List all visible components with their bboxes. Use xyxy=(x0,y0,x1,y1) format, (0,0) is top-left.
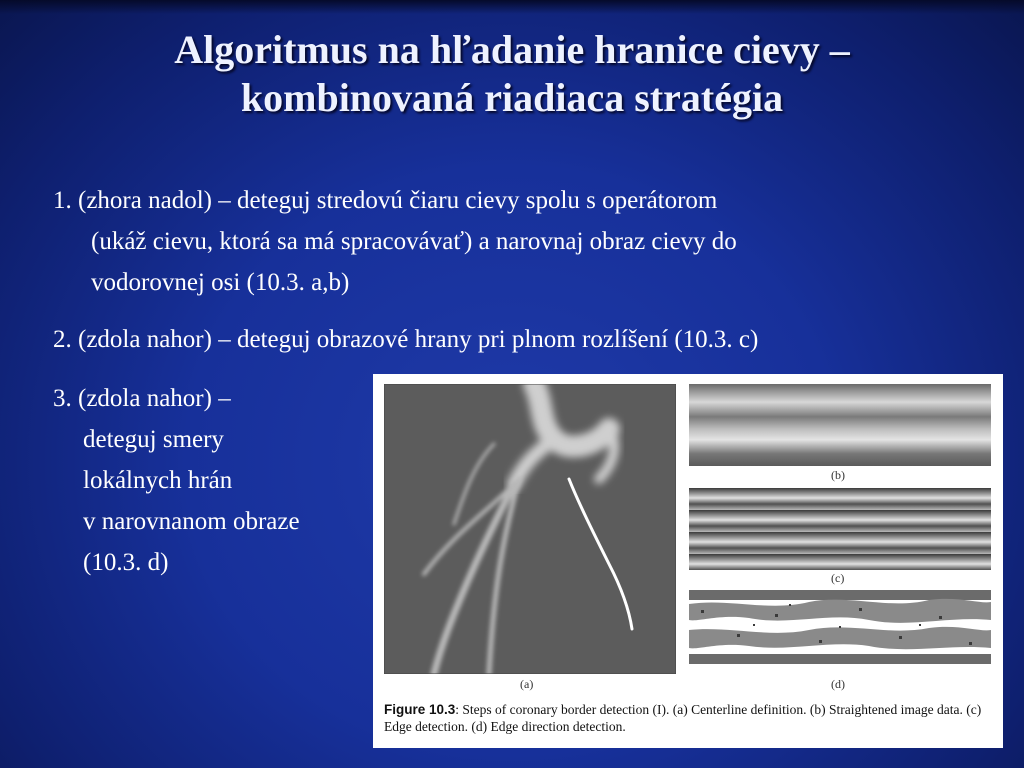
straightened-image xyxy=(689,384,991,466)
list-item-3-line-5: (10.3. d) xyxy=(83,549,169,576)
slide-title xyxy=(40,26,984,122)
list-item-1 xyxy=(53,180,737,303)
list-item-1-line-3: vodorovnej osi (10.3. a,b) xyxy=(91,269,350,296)
list-item-2-line-1: 2. (zdola nahor) – deteguj obrazové hrany pri plnom rozlíšení (10.3. c) xyxy=(53,326,759,353)
label-b: (b) xyxy=(831,468,845,482)
list-item-3-line-4: v narovnanom obraze xyxy=(83,508,300,535)
list-item-2 xyxy=(53,319,758,360)
label-d: (d) xyxy=(831,677,845,691)
top-shadow-bar xyxy=(0,0,1024,14)
title-line-1: Algoritmus na hľadanie hranice cievy – xyxy=(174,27,850,72)
list-item-1-line-1: 1. (zhora nadol) – deteguj stredovú čiaru cievy spolu s operátorom xyxy=(53,187,718,214)
list-item-3-line-1: 3. (zdola nahor) – xyxy=(53,385,231,412)
figure-caption xyxy=(384,701,996,735)
edge-direction-image xyxy=(689,590,991,664)
caption-text: : Steps of coronary border detection (I). (a) Centerline definition. (b) Straightened image data. (c) Edge detection. (d) Edge direction detection. xyxy=(384,702,982,734)
edge-detection-image xyxy=(689,488,991,570)
caption-label: Figure 10.3 xyxy=(384,702,456,717)
label-c: (c) xyxy=(831,571,845,585)
title-line-2: kombinovaná riadiaca stratégia xyxy=(240,75,784,120)
label-a: (a) xyxy=(520,677,534,691)
list-item-3-line-2: deteguj smery xyxy=(83,426,224,453)
list-item-3-line-3: lokálnych hrán xyxy=(83,467,233,494)
angiogram-image xyxy=(384,384,676,674)
list-item-3 xyxy=(53,378,300,583)
list-item-1-line-2: (ukáž cievu, ktorá sa má spracovávať) a narovnaj obraz cievy do xyxy=(91,228,737,255)
figure-10-3 xyxy=(373,374,1003,748)
